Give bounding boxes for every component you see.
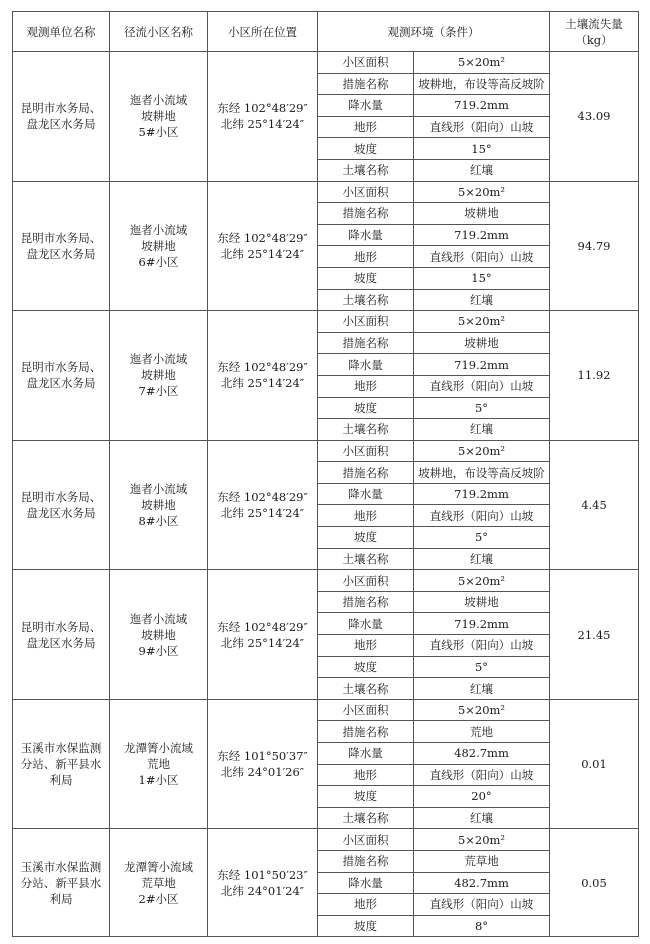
plot-cell: 龙潭箐小流域 荒地 1#小区 (110, 699, 208, 829)
condition-value: 直线形（阳向）山坡 (414, 894, 550, 916)
condition-label: 措施名称 (318, 73, 414, 95)
condition-value: 红壤 (414, 807, 550, 829)
condition-label: 措施名称 (318, 462, 414, 484)
condition-label: 措施名称 (318, 332, 414, 354)
condition-label: 土壤名称 (318, 289, 414, 311)
table-body (13, 52, 639, 937)
condition-label: 措施名称 (318, 591, 414, 613)
condition-label: 降水量 (318, 743, 414, 765)
table-row (13, 699, 639, 721)
plot-cell: 迤者小流域 坡耕地 5#小区 (110, 52, 208, 182)
condition-value: 719.2mm (414, 613, 550, 635)
condition-label: 降水量 (318, 483, 414, 505)
condition-value: 15° (414, 267, 550, 289)
condition-value: 5×20m² (414, 311, 550, 333)
plot-cell: 迤者小流域 坡耕地 9#小区 (110, 570, 208, 700)
condition-label: 土壤名称 (318, 807, 414, 829)
soil-loss-cell: 94.79 (550, 181, 639, 311)
soil-loss-cell: 11.92 (550, 311, 639, 441)
condition-label: 小区面积 (318, 52, 414, 74)
condition-label: 坡度 (318, 397, 414, 419)
condition-label: 地形 (318, 764, 414, 786)
table-row (13, 440, 639, 462)
condition-label: 小区面积 (318, 829, 414, 851)
plot-cell: 迤者小流域 坡耕地 8#小区 (110, 440, 208, 570)
plot-cell: 龙潭箐小流域 荒草地 2#小区 (110, 829, 208, 937)
condition-value: 5×20m² (414, 829, 550, 851)
condition-label: 土壤名称 (318, 548, 414, 570)
condition-label: 坡度 (318, 527, 414, 549)
unit-cell: 昆明市水务局、 盘龙区水务局 (13, 52, 110, 182)
condition-value: 直线形（阳向）山坡 (414, 764, 550, 786)
header-conditions: 观测环境（条件） (318, 12, 550, 52)
soil-loss-cell: 21.45 (550, 570, 639, 700)
condition-value: 5×20m² (414, 570, 550, 592)
condition-label: 地形 (318, 635, 414, 657)
condition-value: 红壤 (414, 548, 550, 570)
condition-label: 土壤名称 (318, 159, 414, 181)
condition-value: 直线形（阳向）山坡 (414, 246, 550, 268)
condition-value: 荒草地 (414, 850, 550, 872)
unit-cell: 昆明市水务局、 盘龙区水务局 (13, 181, 110, 311)
condition-value: 719.2mm (414, 224, 550, 246)
condition-value: 5° (414, 397, 550, 419)
condition-value: 直线形（阳向）山坡 (414, 635, 550, 657)
condition-label: 降水量 (318, 354, 414, 376)
table-row (13, 311, 639, 333)
location-cell: 东经 102°48′29″ 北纬 25°14′24″ (208, 52, 318, 182)
condition-value: 坡耕地 (414, 591, 550, 613)
condition-label: 坡度 (318, 656, 414, 678)
table-header (13, 12, 639, 52)
condition-label: 土壤名称 (318, 419, 414, 441)
condition-value: 5×20m² (414, 699, 550, 721)
condition-label: 坡度 (318, 267, 414, 289)
condition-value: 5×20m² (414, 52, 550, 74)
condition-value: 坡耕地，布设等高反坡阶 (414, 73, 550, 95)
condition-label: 地形 (318, 246, 414, 268)
condition-value: 坡耕地 (414, 203, 550, 225)
condition-label: 小区面积 (318, 440, 414, 462)
condition-label: 小区面积 (318, 181, 414, 203)
condition-value: 719.2mm (414, 354, 550, 376)
header-plot: 径流小区名称 (110, 12, 208, 52)
table-row (13, 181, 639, 203)
condition-label: 措施名称 (318, 721, 414, 743)
condition-value: 红壤 (414, 159, 550, 181)
location-cell: 东经 101°50′37″ 北纬 24°01′26″ (208, 699, 318, 829)
condition-label: 地形 (318, 894, 414, 916)
unit-cell: 玉溪市水保监测 分站、新平县水 利局 (13, 699, 110, 829)
observation-table (12, 11, 639, 937)
header-soil-loss: 土壤流失量 （kg） (550, 12, 639, 52)
condition-label: 降水量 (318, 613, 414, 635)
location-cell: 东经 102°48′29″ 北纬 25°14′24″ (208, 570, 318, 700)
condition-value: 荒地 (414, 721, 550, 743)
condition-value: 482.7mm (414, 743, 550, 765)
condition-value: 红壤 (414, 678, 550, 700)
condition-value: 8° (414, 915, 550, 937)
condition-label: 小区面积 (318, 699, 414, 721)
condition-label: 坡度 (318, 915, 414, 937)
location-cell: 东经 102°48′29″ 北纬 25°14′24″ (208, 311, 318, 441)
condition-value: 5×20m² (414, 440, 550, 462)
condition-value: 红壤 (414, 419, 550, 441)
unit-cell: 昆明市水务局、 盘龙区水务局 (13, 440, 110, 570)
plot-cell: 迤者小流域 坡耕地 6#小区 (110, 181, 208, 311)
condition-value: 坡耕地，布设等高反坡阶 (414, 462, 550, 484)
table-row (13, 829, 639, 851)
condition-label: 小区面积 (318, 570, 414, 592)
condition-label: 小区面积 (318, 311, 414, 333)
header-unit: 观测单位名称 (13, 12, 110, 52)
condition-label: 降水量 (318, 95, 414, 117)
condition-label: 措施名称 (318, 850, 414, 872)
condition-value: 红壤 (414, 289, 550, 311)
condition-value: 719.2mm (414, 483, 550, 505)
location-cell: 东经 101°50′23″ 北纬 24°01′24″ (208, 829, 318, 937)
plot-cell: 迤者小流域 坡耕地 7#小区 (110, 311, 208, 441)
condition-value: 坡耕地 (414, 332, 550, 354)
header-location: 小区所在位置 (208, 12, 318, 52)
soil-loss-cell: 0.01 (550, 699, 639, 829)
condition-value: 直线形（阳向）山坡 (414, 505, 550, 527)
condition-label: 降水量 (318, 224, 414, 246)
condition-label: 降水量 (318, 872, 414, 894)
condition-value: 直线形（阳向）山坡 (414, 116, 550, 138)
condition-label: 地形 (318, 505, 414, 527)
condition-label: 坡度 (318, 786, 414, 808)
condition-value: 5° (414, 527, 550, 549)
soil-loss-cell: 4.45 (550, 440, 639, 570)
condition-value: 5×20m² (414, 181, 550, 203)
soil-loss-cell: 0.05 (550, 829, 639, 937)
condition-value: 直线形（阳向）山坡 (414, 375, 550, 397)
table-row (13, 52, 639, 74)
condition-label: 地形 (318, 116, 414, 138)
unit-cell: 昆明市水务局、 盘龙区水务局 (13, 311, 110, 441)
unit-cell: 玉溪市水保监测 分站、新平县水 利局 (13, 829, 110, 937)
table-row (13, 570, 639, 592)
condition-label: 措施名称 (318, 203, 414, 225)
condition-value: 20° (414, 786, 550, 808)
condition-value: 5° (414, 656, 550, 678)
unit-cell: 昆明市水务局、 盘龙区水务局 (13, 570, 110, 700)
condition-label: 土壤名称 (318, 678, 414, 700)
location-cell: 东经 102°48′29″ 北纬 25°14′24″ (208, 181, 318, 311)
soil-loss-cell: 43.09 (550, 52, 639, 182)
condition-label: 坡度 (318, 138, 414, 160)
condition-value: 482.7mm (414, 872, 550, 894)
condition-value: 15° (414, 138, 550, 160)
condition-label: 地形 (318, 375, 414, 397)
condition-value: 719.2mm (414, 95, 550, 117)
location-cell: 东经 102°48′29″ 北纬 25°14′24″ (208, 440, 318, 570)
